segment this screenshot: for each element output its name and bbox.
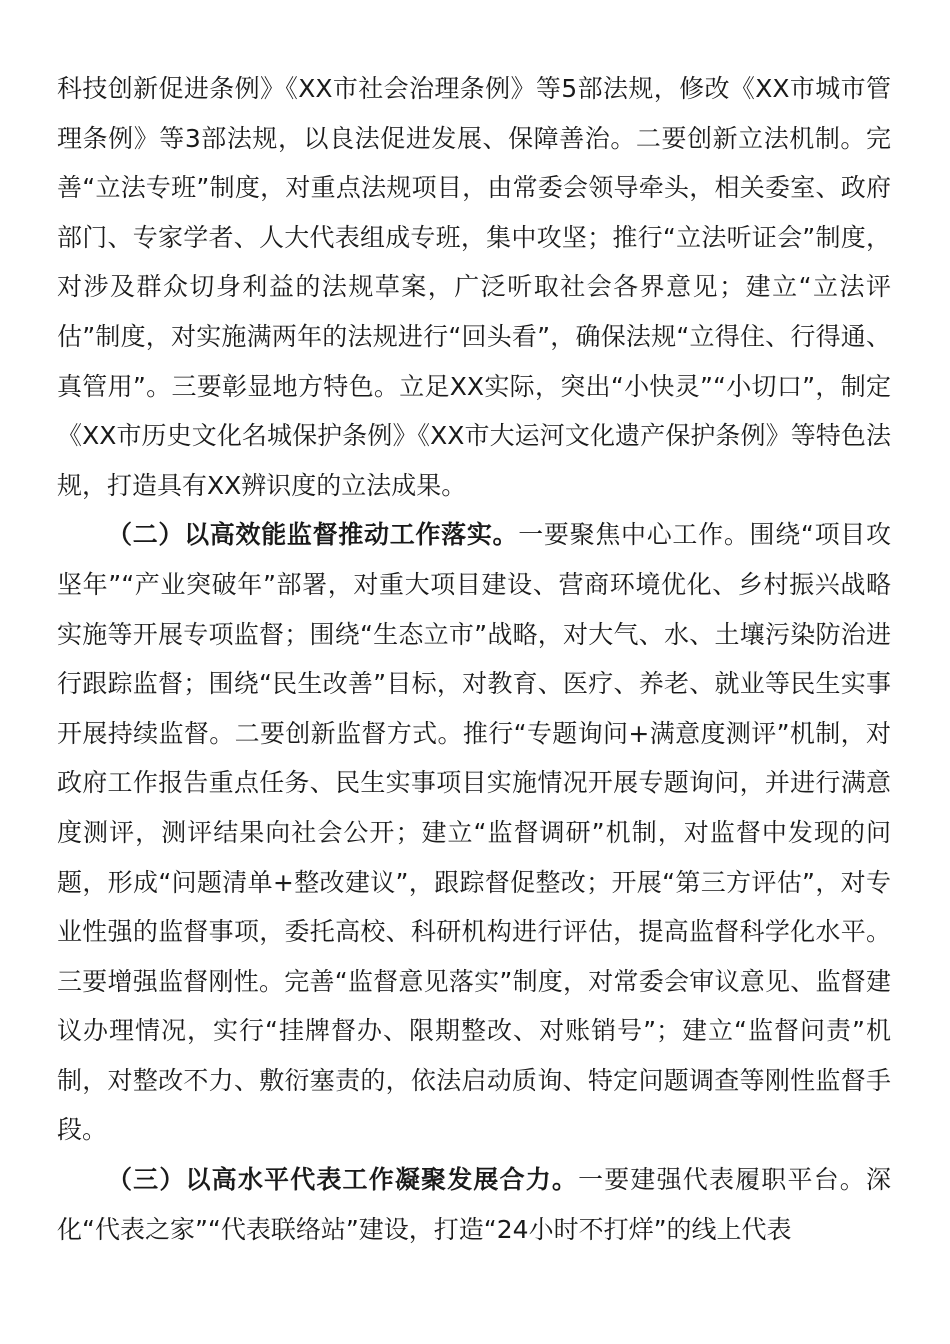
paragraph-continued: [57, 64, 891, 510]
paragraph-text: 一要聚焦中心工作。围绕“项目攻坚年”“产业突破年”部署，对重大项目建设、营商环境优化、乡村振兴战略实施等开展专项监督；围绕“生态立市”战略，对大气、水、土壤污染防治进行跟踪监督；围绕“民生改善”目标，对教育、医疗、养老、就业等民生实事开展持续监督。二要创新监督方式。推行“专题询问+满意度测评”机制，对政府工作报告重点任务、民生实事项目实施情况开展专题询问，并进行满意度测评，测评结果向社会公开；建立“监督调研”机制，对监督中发现的问题，形成“问题清单+整改建议”，跟踪督促整改；开展“第三方评估”，对专业性强的监督事项，委托高校、科研机构进行评估，提高监督科学化水平。三要增强监督刚性。完善“监督意见落实”制度，对常委会审议意见、监督建议办理情况，实行“挂牌督办、限期整改、对账销号”；建立“监督问责”机制，对整改不力、敷衍塞责的，依法启动质询、特定问题调查等刚性监督手段。: [57, 520, 891, 1145]
paragraph-section-2: [57, 510, 891, 1155]
paragraph-text: 一要建强代表履职平台。深化“代表之家”“代表联络站”建设，打造“24小时不打烊”的线上代表: [57, 1165, 891, 1244]
paragraph-section-3: [57, 1155, 891, 1254]
paragraph-text: 科技创新促进条例》《XX市社会治理条例》等5部法规，修改《XX市城市管理条例》等3部法规，以良法促进发展、保障善治。二要创新立法机制。完善“立法专班”制度，对重点法规项目，由常委会领导牵头，相关委室、政府部门、专家学者、人大代表组成专班，集中攻坚；推行“立法听证会”制度，对涉及群众切身利益的法规草案，广泛听取社会各界意见；建立“立法评估”制度，对实施满两年的法规进行“回头看”，确保法规“立得住、行得通、真管用”。三要彰显地方特色。立足XX实际，突出“小快灵”“小切口”，制定《XX市历史文化名城保护条例》《XX市大运河文化遗产保护条例》等特色法规，打造具有XX辨识度的立法成果。: [57, 74, 891, 500]
section-heading: （三）以高水平代表工作凝聚发展合力。: [107, 1165, 579, 1195]
document-body: [57, 64, 891, 1254]
section-heading: （二）以高效能监督推动工作落实。: [107, 520, 519, 550]
